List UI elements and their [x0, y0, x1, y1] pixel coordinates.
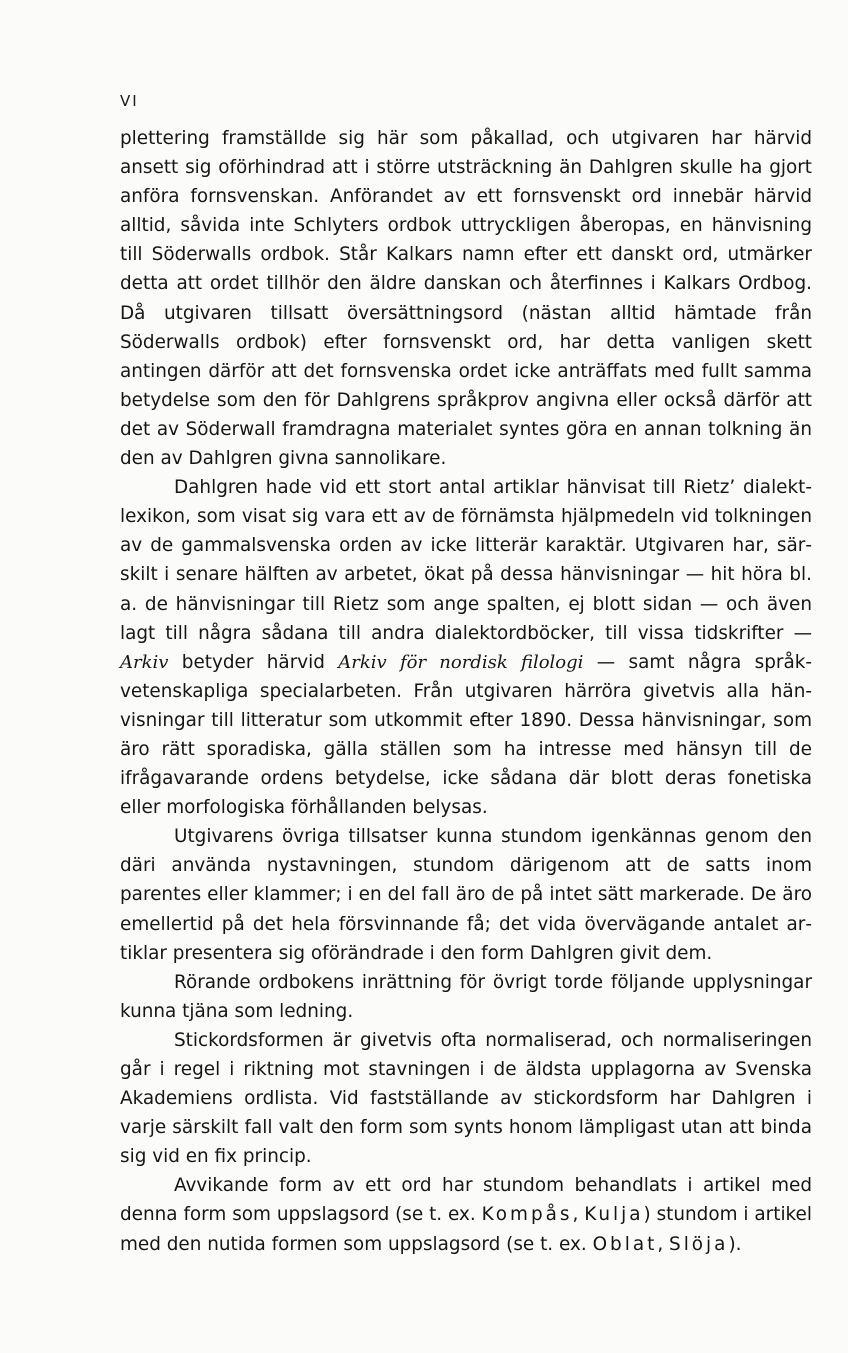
- paragraph: [120, 473, 812, 822]
- paragraph-text: Dahlgren hade vid ett stort antal artiklar hänvisat till Rietz’ dialektlexikon, som visat sig vara ett av de förnämsta hjälpmedeln vid tolkningen av de gammalsvenska orden av icke litterär karaktär. Utgivaren har, särskilt i senare hälften av arbetet, ökat på dessa hänvisningar — hit höra bl. a. de hänvisningar till Rietz som ange spalten, ej blott sidan — och även lagt till några sådana till andra dialektordböcker, till vissa tidskrifter —: [120, 477, 812, 644]
- paragraph-text: Rörande ordbokens inrättning för övrigt torde följande upplysningar kunna tjäna som ledning.: [120, 971, 812, 1022]
- paragraph-text: ,: [657, 1233, 670, 1255]
- paragraph-text: ,: [572, 1204, 585, 1226]
- italic-title: Arkiv för nordisk filologi: [338, 651, 584, 673]
- paragraph-text: Utgivarens övriga tillsatser kunna stundom igenkännas genom den däri använda nystavningen, stundom därigenom att de satts inom parentes eller klammer; i en del fall äro de på intet sätt markerade. De äro emellertid på det hela försvinnande få; det vida övervägande antalet artiklar presentera sig oförändrade i den form Dahlgren givit dem.: [120, 826, 812, 964]
- paragraph: [120, 1026, 812, 1171]
- spaced-example-word: Kulja: [584, 1204, 644, 1226]
- paragraph-text: ) stundom i artikel med den nutida formen som uppslagsord (se t. ex.: [120, 1204, 812, 1255]
- paragraph-text: Avvikande form av ett ord har stundom behandlats i artikel med denna form som uppslagsord (se t. ex.: [120, 1175, 812, 1226]
- body-text: [120, 124, 812, 1259]
- paragraph-text: plettering framställde sig här som påkallad, och utgivaren har härvid ansett sig oförhindrad att i större utsträckning än Dahlgren skulle ha gjort anföra fornsvenskan. Anförandet av ett fornsvenskt ord innebär härvid alltid, såvida inte Schlyters ordbok uttryckligen åberopas, en hänvisning till Söderwalls ordbok. Står Kalkars namn efter ett danskt ord, utmärker detta att ordet tillhör den äldre danskan och återfinnes i Kalkars Ordbog. Då utgivaren tillsatt översättningsord (nästan alltid hämtade från Söderwalls ordbok) efter fornsvenskt ord, har detta vanligen skett antingen därför att det fornsvenska ordet icke anträffats med fullt samma betydelse som den för Dahlgrens språkprov angivna eller också därför att det av Söderwall framdragna materialet syntes göra en annan tolkning än den av Dahlgren givna sannolikare.: [120, 128, 812, 470]
- spaced-example-word: Kompås: [481, 1204, 573, 1226]
- paragraph: [120, 124, 812, 473]
- paragraph-text: Stickordsformen är givetvis ofta normaliserad, och normaliseringen går i regel i riktning mot stavningen i de äldsta upplagorna av Svenska Akademiens ordlista. Vid fastställande av stickordsform har Dahlgren i varje särskilt fall valt den form som synts honom lämpligast utan att binda sig vid en fix princip.: [120, 1029, 812, 1168]
- paragraph-text: ).: [728, 1233, 742, 1255]
- spaced-example-word: Oblat: [592, 1233, 658, 1255]
- paragraph-text: betyder härvid: [168, 651, 339, 673]
- page-number: VI: [120, 92, 139, 110]
- paragraph: [120, 822, 812, 967]
- paragraph-text: — samt några språkvetenskapliga specialarbeten. Från utgivaren härröra givetvis alla hänvisningar till litteratur som utkommit efter 1890. Dessa hänvisningar, som äro rätt sporadiska, gälla ställen som ha intresse med hänsyn till de ifrågavarande ordens betydelse, icke sådana där blott deras fonetiska eller morfologiska förhållanden belysas.: [120, 651, 813, 819]
- italic-title: Arkiv: [120, 651, 169, 673]
- paragraph: [120, 1171, 812, 1258]
- spaced-example-word: Slöja: [669, 1233, 729, 1255]
- paragraph: [120, 968, 812, 1026]
